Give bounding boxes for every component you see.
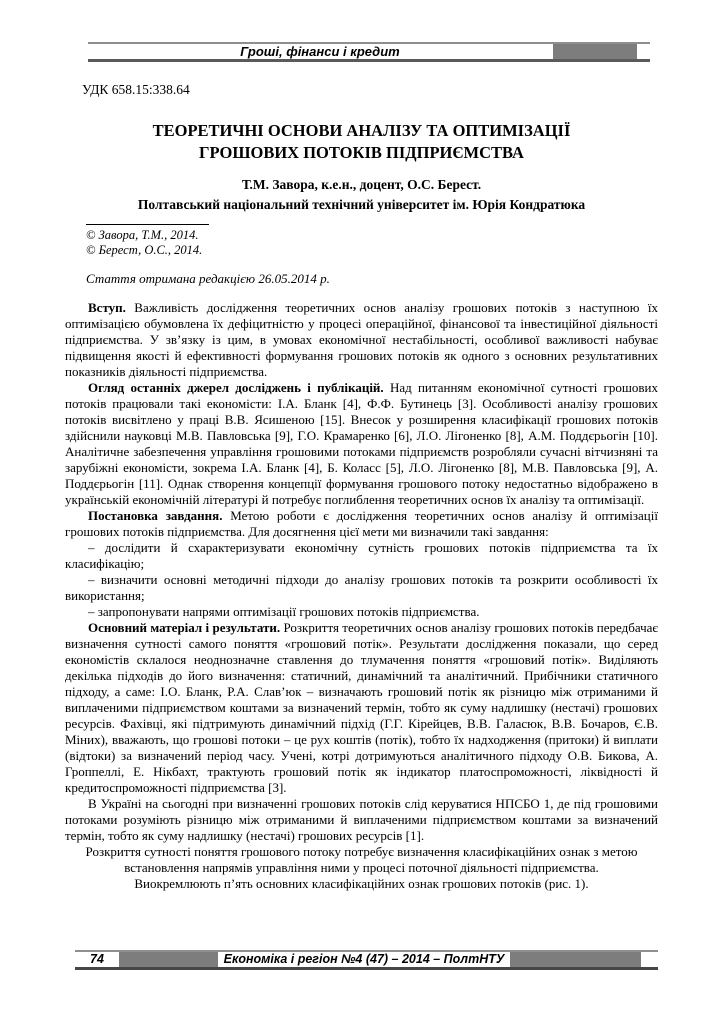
byline [65, 175, 658, 215]
article-title [65, 120, 658, 164]
paragraph-main-results [65, 620, 658, 796]
list-item-1 [65, 540, 658, 572]
list-item-2 [65, 572, 658, 604]
footer-band [75, 950, 658, 970]
paragraph-five-criteria [65, 876, 658, 892]
paragraph-five-criteria-text: Виокремлюють п’ять основних класифікаційних ознак грошових потоків (рис. 1). [134, 876, 589, 891]
copyright-block [86, 228, 724, 258]
paragraph-npsbo [65, 796, 658, 844]
paragraph-review-lead: Огляд останніх джерел досліджень і публікацій. [88, 380, 384, 395]
list-item-3 [65, 604, 658, 620]
paragraph-intro [65, 300, 658, 380]
list-item-1-text: – дослідити й схарактеризувати економічну сутність грошових потоків підприємства та їх класифікацію; [65, 540, 658, 571]
page-number: 74 [90, 952, 104, 966]
authors-line: Т.М. Завора, к.е.н., доцент, О.С. Берест. [241, 177, 482, 192]
paragraph-classification [65, 844, 658, 876]
paragraph-main-results-lead: Основний матеріал і результати. [88, 620, 281, 635]
copyright-rule [86, 224, 209, 225]
paragraph-main-results-text: Розкриття теоретичних основ аналізу грошових потоків передбачає визначення сутності самого поняття «грошовий потік». Результати дослідження показали, що серед економістів склалося неоднозначне ставлення до тлумачення поняття «грошовий потік». Виділяють декілька підходів до його визначення: статичний, динамічний та аналітичний. Прибічники статичного підходу, а саме: І.О. Бланк, Р.А. Слав’юк – визначають грошовий потік як різницю між отриманими й виплаченими підприємством коштами за визначений термін, тобто як суму надлишку (нестачі) грошових ресурсів. Фахівці, які підтримують динамічний підхід (Г.Г. Кірейцев, В.В. Галасюк, В.В. Бочаров, Є.В. Міних), вважають, що грошові потоки – це рух коштів (потік), тобто їх надходження (притоки) й виплати (відтоки) за визначений період часу. Учені, котрі дотримуються аналітичного підходу О.В. Бикова, А. Гроппеллі, Е. Нікбахт, трактують грошовий потік як індикатор платоспроможності, ліквідності й кредитоспроможності підприємства [3]. [65, 620, 658, 795]
udk-code: УДК 658.15:338.64 [82, 82, 190, 97]
received-date-line: Стаття отримана редакцією 26.05.2014 р. [86, 271, 330, 286]
copyright-line-1: © Завора, Т.М., 2014. [86, 228, 199, 242]
list-item-2-text: – визначити основні методичні підходи до аналізу грошових потоків та розкрити особливості їх використання; [65, 572, 658, 603]
journal-title: Економіка і регіон №4 (47) – 2014 – ПолтНТУ [223, 952, 505, 966]
paragraph-classification-text: Розкриття сутності поняття грошового потоку потребує визначення класифікаційних ознак з метою встановлення напрямів управління ними у процесі поточної діяльності підприємства. [85, 844, 638, 875]
paragraph-npsbo-text: В Україні на сьогодні при визначенні грошових потоків слід керуватися НПСБО 1, де під грошовими потоками розуміють різницю між отриманими й виплаченими підприємством коштами за визначений термін, тобто як суму надлишку (нестачі) грошових ресурсів [1]. [65, 796, 658, 843]
paragraph-intro-lead: Вступ. [88, 300, 126, 315]
footer-end-sliver [641, 952, 658, 967]
paragraph-task [65, 508, 658, 540]
article-body [65, 300, 658, 892]
paragraph-task-text: Метою роботи є дослідження теоретичних основ аналізу й оптимізації грошових потоків підприємства. Для досягнення цієї мети ми визначили такі завдання: [65, 508, 658, 539]
header-gray-block [553, 44, 637, 59]
section-header-band [88, 42, 650, 62]
footer-gray-block-left [119, 952, 218, 967]
copyright-line-2: © Берест, О.С., 2014. [86, 243, 203, 257]
paragraph-review [65, 380, 658, 508]
paragraph-review-text: Над питанням економічної сутності грошових потоків працювали такі економісти: І.А. Бланк [4], Ф.Ф. Бутинець [3]. Особливості аналізу грошових потоків висвітлено у праці В.В. Ясишеною [15]. Внесок у розширення класифікації грошових потоків здійснили науковці М.В. Павловська [9], Г.О. Крамаренко [6], Л.О. Лігоненко [8], А.М. Поддєрьогін [10]. Аналітичне забезпечення управління грошовими потоками підприємств розробляли сучасні вітчизняні та зарубіжні економісти, зокрема І.А. Бланк [4], Б. Коласс [5], Л.О. Лігоненко [8], М.В. Павловська [9], А. Поддєрьогін [11]. Однак створення концепції формування грошового потоку недостатньо відображено в українській економічній літературі й потребує поглиблення теоретичних основ їх аналізу та оптимізації. [65, 380, 658, 507]
article-title-line2: ГРОШОВИХ ПОТОКІВ ПІДПРИЄМСТВА [199, 143, 524, 162]
paragraph-intro-text: Важливість дослідження теоретичних основ аналізу грошових потоків з наступною їх оптимізацією обумовлена їх дефіцитністю у процесі операційної, фінансової та інвестиційної діяльності підприємства. У зв’язку із цим, в умовах економічної нестабільності, особливої важливості набуває підвищення якості й ефективності формування грошових потоків як одного з основних результативних показників діяльності підприємства. [65, 300, 658, 379]
affiliation-line: Полтавський національний технічний університет ім. Юрія Кондратюка [137, 197, 586, 212]
paragraph-task-lead: Постановка завдання. [88, 508, 223, 523]
section-header-label: Гроші, фінанси і кредит [240, 44, 400, 59]
article-title-line1: ТЕОРЕТИЧНІ ОСНОВИ АНАЛІЗУ ТА ОПТИМІЗАЦІЇ [152, 121, 571, 140]
list-item-3-text: – запропонувати напрями оптимізації грошових потоків підприємства. [88, 604, 480, 619]
footer-gray-block-right [510, 952, 641, 967]
